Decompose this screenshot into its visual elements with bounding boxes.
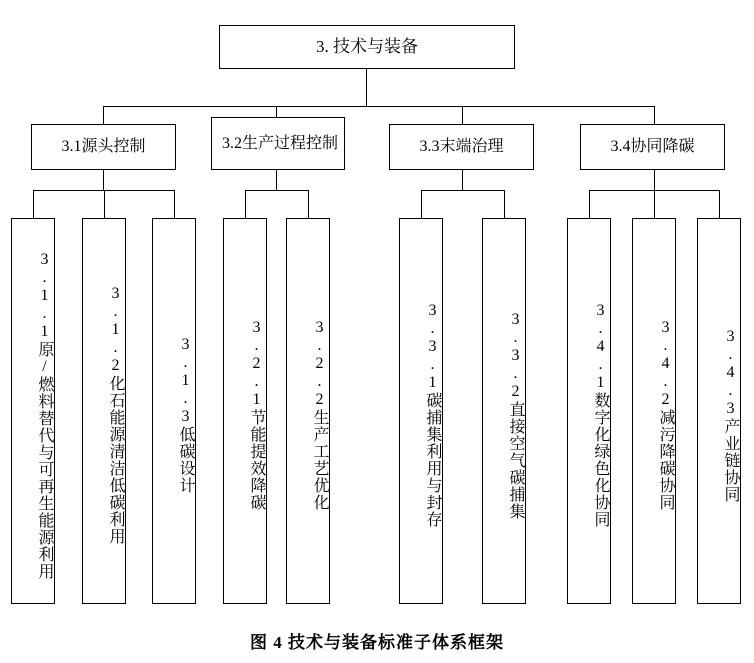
- node-level3-5-label: 3.2.2生产工艺优化: [311, 319, 328, 511]
- node-level3-7-label: 3.3.2直接空气碳捕集: [507, 310, 524, 520]
- node-level2-2-label: 3.2生产过程控制: [222, 134, 339, 152]
- node-root-label: 3. 技术与装备: [316, 36, 418, 56]
- connector-g1-stem: [103, 170, 104, 190]
- connector-g2-drop-2: [308, 190, 309, 218]
- connector-g4-drop-2: [654, 190, 655, 218]
- node-root: [219, 25, 515, 69]
- node-level2-3: [389, 124, 534, 170]
- node-level2-2: [211, 117, 345, 170]
- node-level2-1-label: 3.1源头控制: [61, 138, 146, 156]
- node-level3-2-label: 3.1.2化石能源清洁低碳利用: [107, 285, 124, 545]
- node-level3-2: [82, 218, 126, 604]
- figure-caption-text: 图 4 技术与装备标准子体系框架: [250, 633, 504, 652]
- node-level3-8-label: 3.4.1数字化绿色化协同: [592, 302, 609, 528]
- node-level3-3-label: 3.1.3低碳设计: [177, 336, 194, 494]
- connector-level2-drop-3: [462, 106, 463, 124]
- connector-g3-bus: [421, 190, 504, 191]
- node-level3-3: [152, 218, 196, 604]
- node-level3-4: [223, 218, 267, 604]
- node-level3-10: [697, 218, 741, 604]
- connector-root-stem: [366, 69, 367, 106]
- node-level2-4: [580, 124, 725, 170]
- connector-g1-drop-1: [33, 190, 34, 218]
- connector-g4-drop-3: [719, 190, 720, 218]
- node-level3-6-label: 3.3.1碳捕集利用与封存: [424, 302, 441, 528]
- node-level3-1-label: 3.1.1原/燃料替代与可再生能源利用: [36, 250, 53, 580]
- connector-g3-drop-1: [421, 190, 422, 218]
- connector-g4-stem: [654, 170, 655, 190]
- node-level2-1: [31, 124, 176, 170]
- connector-g1-drop-3: [174, 190, 175, 218]
- connector-g1-drop-2: [104, 190, 105, 218]
- node-level3-9: [632, 218, 676, 604]
- connector-g2-stem: [276, 170, 277, 190]
- node-level3-6: [399, 218, 443, 604]
- node-level3-1: [11, 218, 55, 604]
- node-level3-10-label: 3.4.3产业链协同: [722, 327, 739, 503]
- connector-level2-drop-4: [654, 106, 655, 124]
- node-level3-4-label: 3.2.1节能提效降碳: [248, 319, 265, 511]
- figure-caption: [0, 628, 754, 653]
- connector-g2-drop-1: [245, 190, 246, 218]
- node-level2-4-label: 3.4协同降碳: [610, 138, 695, 156]
- node-level3-5: [286, 218, 330, 604]
- connector-g2-bus: [245, 190, 308, 191]
- node-level2-3-label: 3.3末端治理: [419, 138, 504, 156]
- node-level3-7: [482, 218, 526, 604]
- connector-level2-drop-1: [103, 106, 104, 124]
- connector-g4-drop-1: [589, 190, 590, 218]
- node-level3-9-label: 3.4.2减污降碳协同: [657, 319, 674, 511]
- connector-g3-stem: [462, 170, 463, 190]
- connector-level2-bus: [103, 106, 655, 107]
- node-level3-8: [567, 218, 611, 604]
- connector-g3-drop-2: [504, 190, 505, 218]
